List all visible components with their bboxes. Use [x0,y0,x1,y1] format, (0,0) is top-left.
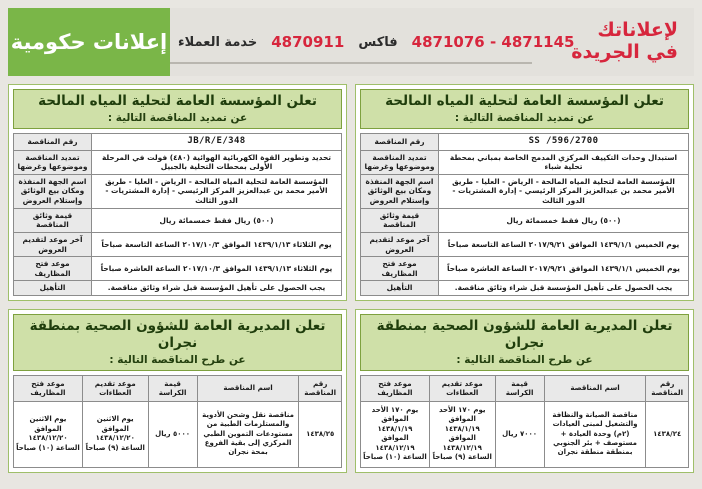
ad-subtitle: عن طرح المناقصة التالية : [456,353,593,366]
masthead [8,8,694,76]
table-row [14,281,342,296]
tender-opening-label: موعد فتح المظاريف [361,257,439,281]
tender-qualification-label: التأهيل [361,281,439,296]
ads-grid [8,84,694,473]
col-tender-name: اسم المناقصة [544,375,646,401]
ad-title: تعلن المؤسسة العامة لتحلية المياه المالحة [385,93,664,109]
masthead-title-line2: في الجريدة [571,41,678,63]
masthead-contact [178,33,574,51]
table-row [361,133,689,150]
tender-qualification-value: يجب الحصول على تأهيل المؤسسة قبل شراء وثائق مناقصة. [92,281,342,296]
table-row [14,401,342,467]
table-row [361,174,689,208]
table-row [14,133,342,150]
tender-authority-label: اسم الجهة المنفذة ومكان بيع الوثائق وإستلام العروض [361,174,439,208]
ad-card-najran-health-2 [8,309,347,473]
col-booklet-price: قيمة الكراسة [495,375,544,401]
tender-authority-label: اسم الجهة المنفذة ومكان بيع الوثائق وإستلام العروض [14,174,92,208]
ad-title: تعلن المديرية العامة للشؤون الصحية بمنطقة نجران [29,318,326,351]
tender-subject-value: تحديد وتطوير القوة الكهربائية الهوائية (٤٨٠) فولت في المرحلة الأولى بمحطات التحلية بالجبيل [92,150,342,174]
ad-subtitle: عن تمديد المناقصة التالية : [107,111,248,124]
table-row [14,232,342,256]
col-bid-submission-date: موعد تقديم العطاءات [82,375,148,401]
table-row [14,150,342,174]
table-row [14,174,342,208]
tender-deadline-label: آخر موعد لتقديم العروض [361,232,439,256]
ad-header [360,89,689,129]
col-tender-name: اسم المناقصة [197,375,299,401]
cell-envelope-opening-date: يوم الاثنين الموافق ١٤٣٨/١٢/٢٠ الساعة (١٠) صباحاً [14,401,83,467]
tender-number-label: رقم المناقصة [14,133,92,150]
tender-table [360,375,689,468]
masthead-logo: إعلانات حكومية [8,8,170,76]
tender-subject-label: تمديد المناقصة وموضوعها وغرضها [361,150,439,174]
ad-card-desalination-2 [8,84,347,301]
fax-numbers: 4871076 - 4871145 [411,33,575,51]
col-envelope-opening-date: موعد فتح المظاريف [14,375,83,401]
tender-number-value: 2700/SS /596 [439,133,689,150]
tender-opening-label: موعد فتح المظاريف [14,257,92,281]
cell-tender-number: ١٤٣٨/٢٥ [299,401,342,467]
fax-label: فاكس [358,34,398,50]
ad-header [13,89,342,129]
col-tender-number: رقم المناقصة [646,375,689,401]
table-row [361,281,689,296]
ad-details-table [360,133,689,296]
tender-qualification-value: يجب الحصول على تأهيل المؤسسة قبل شراء وثائق مناقصة. [439,281,689,296]
cell-booklet-price: ٧٠٠٠ ريال [495,401,544,467]
ad-details-table [13,133,342,296]
tender-number-label: رقم المناقصة [361,133,439,150]
tender-authority-value: المؤسسة العامة لتحلية المياه المالحة - الرياض - العليا - طريق الأمير محمد بن عبدالعزيز المركز الرئيسي - إدارة المشتريات - الدور الثالث [92,174,342,208]
cell-booklet-price: ٥٠٠٠ ريال [148,401,197,467]
tender-docs-price-label: قيمة وثائق المناقصة [14,208,92,232]
ad-title: تعلن المديرية العامة للشؤون الصحية بمنطقة نجران [376,318,673,351]
masthead-middle [170,8,694,76]
tender-table [13,375,342,468]
ad-subtitle: عن تمديد المناقصة التالية : [454,111,595,124]
table-header-row [361,375,689,401]
tender-docs-price-value: (٥٠٠) ريال فقط خمسمائة ريال [92,208,342,232]
table-row [361,257,689,281]
tender-deadline-label: آخر موعد لتقديم العروض [14,232,92,256]
table-header-row [14,375,342,401]
tender-qualification-label: التأهيل [14,281,92,296]
col-envelope-opening-date: موعد فتح المظاريف [361,375,430,401]
cell-tender-name: مناقصة نقل وشحن الأدوية والمستلزمات الطبية من مستودعات التموين الطبي المركزي إلى بقية الفروع بمحة نجران [197,401,299,467]
customer-service-number: 4870911 [271,33,345,51]
tender-opening-value: يوم الثلاثاء ١٤٣٩/١/١٣ الموافق ٢٠١٧/١٠/٣ الساعة العاشرة صباحاً [92,257,342,281]
ad-subtitle: عن طرح المناقصة التالية : [109,353,246,366]
tender-authority-value: المؤسسة العامة لتحلية المياه المالحة - الرياض - العليا - طريق الأمير محمد بن عبدالعزيز المركز الرئيسي - إدارة المشتريات - الدور الثالث [439,174,689,208]
tender-subject-label: تمديد المناقصة وموضوعها وغرضها [14,150,92,174]
cell-tender-number: ١٤٣٨/٢٤ [646,401,689,467]
ad-card-najran-health-1 [355,309,694,473]
masthead-title-line1: لإعلاناتك [597,19,678,42]
table-row [361,401,689,467]
ad-header [13,314,342,371]
tender-docs-price-value: (٥٠٠) ريال فقط خمسمائة ريال [439,208,689,232]
masthead-divider [170,62,532,64]
tender-docs-price-label: قيمة وثائق المناقصة [361,208,439,232]
ad-header [360,314,689,371]
tender-deadline-value: يوم الخميس ١٤٣٩/١/١ الموافق ٢٠١٧/٩/٢١ الساعة التاسعة صباحاً [439,232,689,256]
table-row [14,208,342,232]
cell-envelope-opening-date: يوم ١٧٠ الأحد الموافق ١٤٣٨/١/١٩ الموافق ١٤٣٨/١٢/١٩ الساعة (١٠) صباحاً [361,401,430,467]
col-bid-submission-date: موعد تقديم العطاءات [429,375,495,401]
table-row [361,150,689,174]
tender-opening-value: يوم الخميس ١٤٣٩/١/١ الموافق ٢٠١٧/٩/٢١ الساعة العاشرة صباحاً [439,257,689,281]
cell-bid-submission-date: يوم الاثنين الموافق ١٤٣٨/١٢/٢٠ الساعة (٩) صباحاً [82,401,148,467]
ad-title: تعلن المؤسسة العامة لتحلية المياه المالحة [38,93,317,109]
table-row [361,208,689,232]
col-booklet-price: قيمة الكراسة [148,375,197,401]
tender-subject-value: استبدال وحدات التكييف المركزي المدمج الخاصة بمباني بمحطة تحلية شباء [439,150,689,174]
tender-number-value: JB/R/E/348 [92,133,342,150]
cell-tender-name: مناقصة الصيانة والنظافة والتشغيل لمبنى العيادات (٢م) وحدة العيادة + مستوصف + بئر الجنوبي بمنطقة منطقة نجران [544,401,646,467]
ad-card-desalination-1 [355,84,694,301]
customer-service-label: خدمة العملاء [178,34,258,50]
cell-bid-submission-date: يوم ١٧٠ الأحد الموافق ١٤٣٨/١/١٩ الموافق ١٤٣٨/١٢/١٩ الساعة (٩) صباحاً [429,401,495,467]
col-tender-number: رقم المناقصة [299,375,342,401]
table-row [361,232,689,256]
tender-deadline-value: يوم الثلاثاء ١٤٣٩/١/١٣ الموافق ٢٠١٧/١٠/٣ الساعة التاسعة صباحاً [92,232,342,256]
table-row [14,257,342,281]
